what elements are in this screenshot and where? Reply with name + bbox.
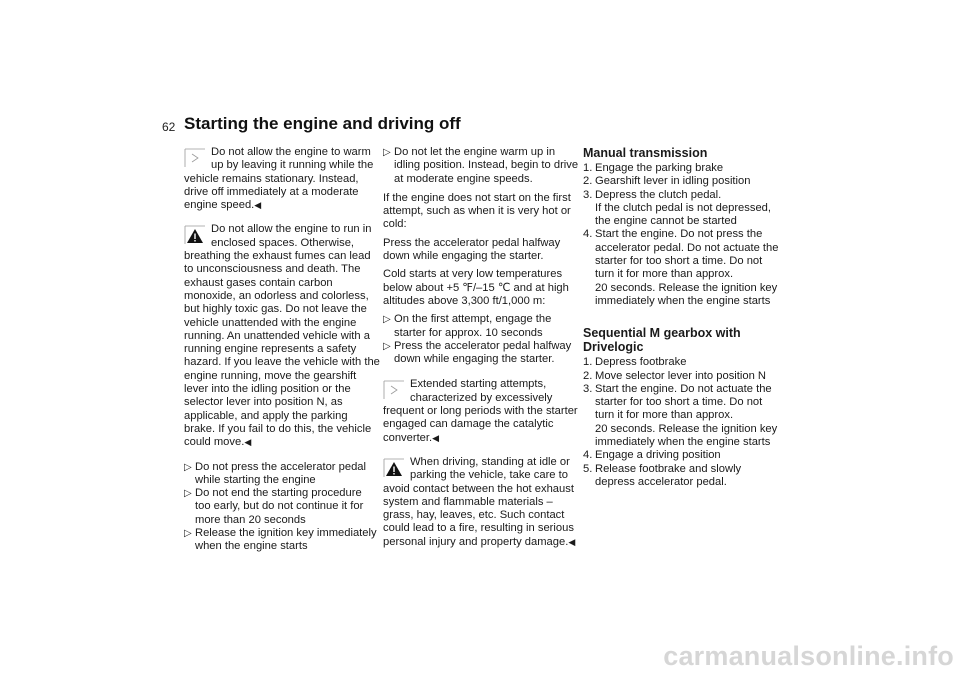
list-item: ▷ Do not let the engine warm up in idling position. Instead, begin to drive at moderate engine speeds. (383, 146, 579, 185)
warning-block (184, 223, 380, 449)
step-item: 4. Start the engine. Do not press the accelerator pedal. Do not actuate the starter for too short a time. Do not turn it for more than approx. 20 seconds. Release the ignition key immediately when the engine starts (583, 228, 779, 307)
bullet-list (184, 461, 380, 554)
step-item: 1. Depress footbrake (583, 356, 687, 369)
paragraph: Press the accelerator pedal halfway down while engaging the starter. (383, 236, 561, 263)
column-right (583, 146, 779, 497)
list-item: ▷ On the first attempt, engage the starter for approx. 10 seconds (383, 313, 552, 339)
bullet-arrow-icon: ▷ (383, 147, 391, 158)
step-item: 4. Engage a driving position (583, 449, 721, 462)
note-text: Extended starting attempts, characterized by excessively frequent or long periods with the starter engaged can damage the catalytic converter. (383, 378, 578, 444)
step-number: 3. (583, 382, 593, 395)
bullet-arrow-icon: ▷ (184, 528, 192, 540)
warning-icon (383, 458, 405, 478)
page-title: Starting the engine and driving off (184, 114, 461, 133)
manual-steps-list (583, 162, 779, 308)
step-number: 4. (583, 228, 593, 241)
step-number: 2. (583, 175, 593, 188)
list-item: ▷ Press the accelerator pedal halfway down while engaging the starter. (383, 339, 572, 366)
bullet-arrow-icon: ▷ (184, 488, 192, 500)
watermark-text: carmanualsonline.info (663, 641, 954, 671)
warning-icon (184, 225, 206, 245)
warning-block (383, 456, 579, 549)
paragraph: If the engine does not start on the first attempt, such as when it is very hot or cold: (383, 191, 571, 231)
warning-text: Do not allow the engine to run in enclosed spaces. Otherwise, breathing the exhaust fumes can lead to unconsciousness and death. The exhaust gases contain carbon monoxide, an odorless and colorless, but highly toxic gas. Do not leave the vehicle unattended with the engine running. An unattended vehicle with a running engine represents a safety hazard. If you leave the vehicle with the engine running, move the gearshift lever into the idling position or the selector lever into position N, as applicable, and apply the parking brake. If you fail to do this, the vehicle could move. (184, 223, 380, 449)
step-number: 2. (583, 369, 593, 382)
note-icon (383, 380, 405, 400)
step-number: 4. (583, 449, 593, 462)
step-number: 3. (583, 188, 593, 201)
step-number: 1. (583, 162, 593, 174)
end-mark-icon: ◀ (432, 432, 440, 443)
list-item: ▷ Do not end the starting procedure too early, but do not continue it for more than 20 seconds (184, 487, 364, 526)
note-block (383, 378, 579, 444)
paragraph: Cold starts at very low temperatures below about +5 ℉/–15 ℃ and at high altitudes above 3,300 ft/1,000 m: (383, 268, 569, 307)
step-item: 2. Gearshift lever in idling position (583, 175, 751, 188)
note-text: Do not allow the engine to warm up by leaving it running while the vehicle remains stationary. Instead, drive off immediately at a moderate engine speed. (184, 146, 374, 212)
list-item: ▷ Release the ignition key immediately when the engine starts (184, 527, 377, 553)
column-left (184, 146, 380, 560)
bullet-arrow-icon: ▷ (184, 461, 192, 473)
step-item: 3. Depress the clutch pedal. If the clutch pedal is not depressed, the engine cannot be started (583, 188, 772, 228)
warning-text: When driving, standing at idle or parking the vehicle, take care to avoid contact between the hot exhaust system and flammable materials – grass, hay, leaves, etc. Such contact could lead to a fire, resulting in serious personal injury and property damage. (383, 455, 574, 548)
step-item: 1. Engage the parking brake (583, 162, 724, 174)
step-number: 1. (583, 356, 593, 369)
bullet-list (383, 313, 579, 366)
step-item: 3. Start the engine. Do not actuate the starter for too short a time. Do not turn it for more than approx. 20 seconds. Release the ignition key immediately when the engine starts (583, 382, 778, 449)
bullet-list (383, 146, 579, 186)
step-item: 5. Release footbrake and slowly depress accelerator pedal. (583, 462, 742, 488)
list-item: ▷ Do not press the accelerator pedal while starting the engine (184, 460, 367, 486)
smg-steps-list (583, 356, 779, 489)
step-number: 5. (583, 462, 593, 475)
bullet-arrow-icon: ▷ (383, 314, 391, 326)
section-heading-manual: Manual transmission (583, 146, 708, 160)
end-mark-icon: ◀ (254, 200, 262, 211)
end-mark-icon: ◀ (568, 536, 576, 547)
column-middle (383, 146, 579, 560)
page-number: 62 (162, 120, 176, 134)
bullet-arrow-icon: ▷ (383, 340, 391, 352)
step-item: 2. Move selector lever into position N (583, 369, 766, 382)
end-mark-icon: ◀ (244, 437, 252, 448)
note-block (184, 146, 380, 212)
section-heading-smg: Sequential M gearbox with Drivelogic (583, 326, 741, 355)
note-icon (184, 148, 206, 168)
